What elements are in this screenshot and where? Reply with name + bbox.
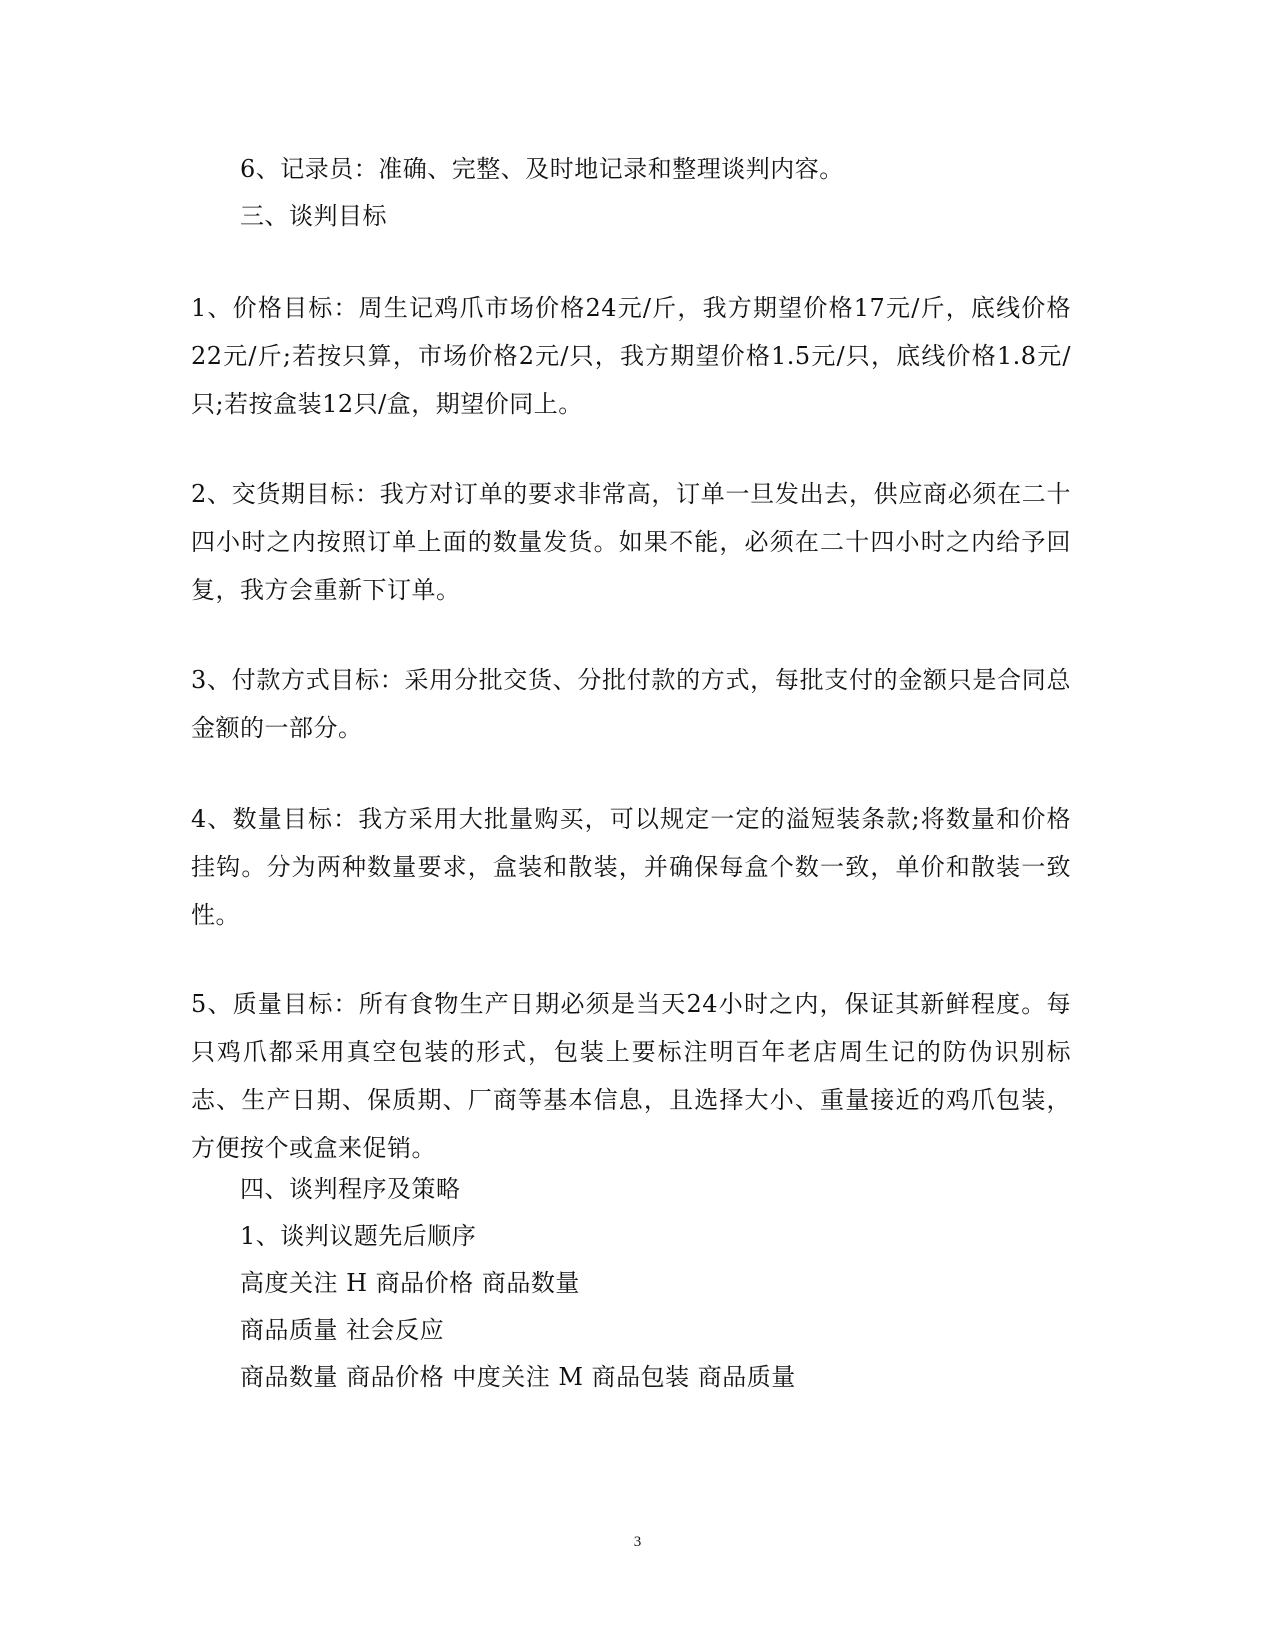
recorder-line: 6、记录员：准确、完整、及时地记录和整理谈判内容。 [240,155,844,183]
delivery-goal-paragraph: 2、交货期目标：我方对订单的要求非常高，订单一旦发出去，供应商必须在二十四小时之内按照订单上面的数量发货。如果不能，必须在二十四小时之内给予回复，我方会重新下订单。 [191,480,1071,604]
quantity-goal-paragraph: 4、数量目标：我方采用大批量购买，可以规定一定的溢短装条款;将数量和价格挂钩。分为两种数量要求，盒装和散装，并确保每盒个数一致，单价和散装一致性。 [191,805,1071,929]
quality-goal-paragraph: 5、质量目标：所有食物生产日期必须是当天24小时之内，保证其新鲜程度。每只鸡爪都采用真空包装的形式，包装上要标注明百年老店周生记的防伪识别标志、生产日期、保质期、厂商等基本信息，且选择大小、重量接近的鸡爪包装，方便按个或盒来促销。 [191,990,1071,1162]
priority-row-1: 高度关注 H 商品价格 商品数量 [240,1269,580,1297]
price-goal-paragraph: 1、价格目标：周生记鸡爪市场价格24元/斤，我方期望价格17元/斤，底线价格22元/斤;若按只算，市场价格2元/只，我方期望价格1.5元/只，底线价格1.8元/只;若按盒装12只/盒，期望价同上。 [191,294,1071,418]
section3-heading: 三、谈判目标 [240,202,387,230]
agenda-heading: 1、谈判议题先后顺序 [240,1222,477,1250]
payment-goal-paragraph: 3、付款方式目标：采用分批交货、分批付款的方式，每批支付的金额只是合同总金额的一部分。 [191,666,1071,742]
page-number: 3 [633,1534,642,1550]
priority-row-3: 商品数量 商品价格 中度关注 M 商品包装 商品质量 [240,1363,796,1391]
priority-row-2: 商品质量 社会反应 [240,1316,445,1344]
section4-heading: 四、谈判程序及策略 [240,1175,461,1203]
